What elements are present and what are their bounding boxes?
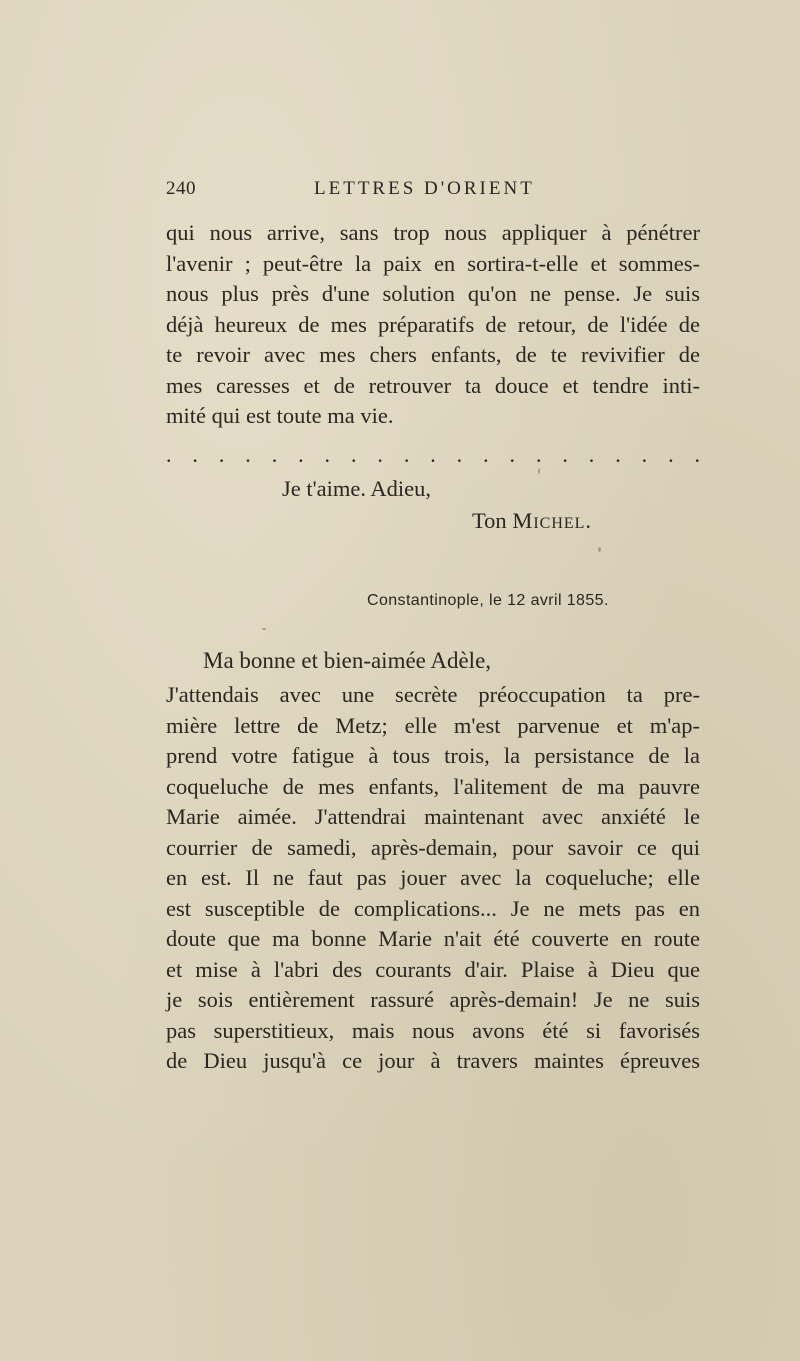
text-line: te revoir avec mes chers enfants, de te revivifier de — [166, 342, 700, 367]
paragraph-1 — [166, 218, 700, 432]
text-line: l'avenir ; peut-être la paix en sortira-t-elle et sommes- — [166, 250, 700, 276]
text-line: en est. Il ne faut pas jouer avec la coqueluche; elle — [166, 865, 700, 890]
text-line: est susceptible de complications... Je ne mets pas en — [166, 895, 700, 921]
text-line: Marie aimée. J'attendrai maintenant avec anxiété le — [166, 804, 700, 829]
text-line: courrier de samedi, après-demain, pour savoir ce qui — [166, 834, 700, 860]
dateline: Constantinople, le 12 avril 1855. — [367, 592, 609, 609]
text-line: prend votre fatigue à tous trois, la persistance de la — [166, 743, 700, 768]
salutation: Ma bonne et bien-aimée Adèle, — [203, 648, 492, 673]
paper-speck — [598, 547, 601, 552]
text-line: et mise à l'abri des courants d'air. Plaise à Dieu que — [166, 956, 700, 982]
text-line: déjà heureux de mes préparatifs de retour, de l'idée de — [166, 311, 700, 337]
text-line: mes caresses et de retrouver ta douce et tendre inti- — [166, 372, 700, 398]
closing-line: Je t'aime. Adieu, — [282, 476, 432, 501]
text-line: nous plus près d'une solution qu'on ne pense. Je suis — [166, 281, 700, 306]
text-line: coqueluche de mes enfants, l'alitement de ma pauvre — [166, 773, 700, 799]
ellipsis-row — [166, 442, 700, 468]
paper-speck — [262, 628, 266, 630]
text-line: je sois entièrement rassuré après-demain! Je ne suis — [166, 987, 700, 1012]
text-line: qui nous arrive, sans trop nous appliquer à pénétrer — [166, 220, 700, 245]
ellipsis-text: . . . . . . . . . . . . . . . . . . . . . — [166, 442, 700, 467]
signature-name: Michel. — [512, 508, 593, 533]
text-line: pas superstitieux, mais nous avons été si favorisés — [166, 1017, 700, 1043]
text-line: J'attendais avec une secrète préoccupation ta pre- — [166, 682, 700, 707]
text-line: doute que ma bonne Marie n'ait été couverte en route — [166, 926, 700, 951]
text-line: de Dieu jusqu'à ce jour à travers maintes épreuves — [166, 1048, 700, 1073]
signature — [472, 506, 592, 536]
page-header — [166, 178, 700, 208]
page-number: 240 — [166, 178, 196, 199]
paragraph-2 — [166, 680, 700, 1077]
text-line: mière lettre de Metz; elle m'est parvenue et m'ap- — [166, 712, 700, 738]
text-line: mité qui est toute ma vie. — [166, 403, 394, 428]
paper-speck — [538, 468, 540, 474]
running-title: LETTRES D'ORIENT — [314, 178, 535, 199]
signature-prefix: Ton — [472, 508, 507, 533]
